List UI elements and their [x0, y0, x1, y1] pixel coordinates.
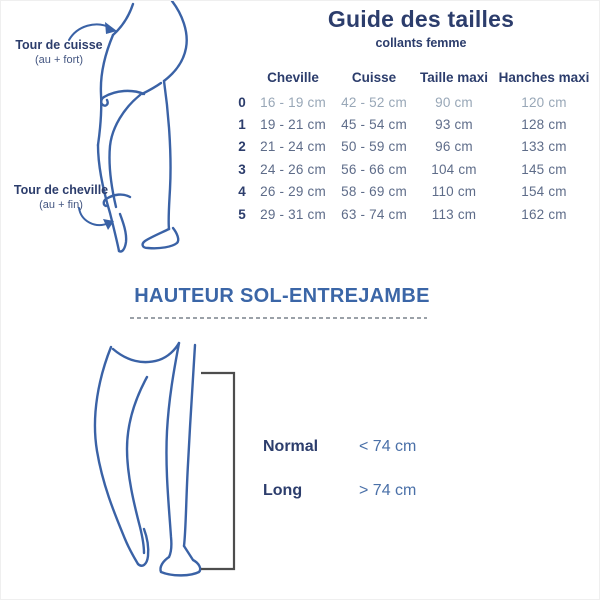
size-number: 2: [238, 139, 246, 155]
height-option-normal-label: Normal: [263, 438, 319, 455]
thigh-measure-sublabel: (au + fort): [35, 54, 83, 67]
cuisse-value: 63 - 74 cm: [341, 206, 407, 222]
size-table: [231, 67, 595, 225]
hanches-value: 133 cm: [521, 139, 567, 155]
size-number: 0: [238, 94, 246, 110]
front-leg-outer: [95, 347, 138, 564]
rear-flat-foot: [160, 546, 200, 575]
cheville-value: 29 - 31 cm: [260, 206, 326, 222]
rear-leg-back-edge: [166, 343, 179, 557]
guide-subtitle: collants femme: [375, 36, 467, 50]
taille-value: 110 cm: [431, 184, 477, 200]
column-header-cuisse: Cuisse: [351, 69, 397, 85]
hanches-value: 145 cm: [521, 161, 567, 177]
thigh-measure-label: Tour de cuisse: [15, 38, 103, 52]
section-title-hauteur: HAUTEUR SOL-ENTREJAMBE: [134, 285, 430, 307]
front-leg-inner: [127, 377, 147, 553]
table-row: [231, 203, 595, 225]
cheville-value: 24 - 26 cm: [260, 161, 326, 177]
cuisse-value: 45 - 54 cm: [341, 117, 407, 133]
cuisse-value: 56 - 66 cm: [341, 161, 407, 177]
taille-value: 113 cm: [431, 206, 477, 222]
taille-value: 96 cm: [435, 139, 473, 155]
cuisse-value: 58 - 69 cm: [341, 184, 407, 200]
size-number: 1: [238, 117, 246, 133]
ankle-measure-annotation: [3, 183, 119, 212]
hanches-value: 154 cm: [521, 184, 567, 200]
ankle-measure-sublabel: (au + fin): [39, 199, 83, 212]
thigh-band-loop: [101, 97, 107, 106]
size-number: 4: [238, 184, 246, 200]
rear-leg-back-edge: [164, 81, 171, 229]
table-row: [231, 136, 595, 158]
cheville-value: 26 - 29 cm: [260, 184, 326, 200]
hanches-value: 120 cm: [521, 94, 567, 110]
legs-height-illustration: [83, 339, 253, 584]
rear-leg-front-edge: [184, 345, 195, 546]
buttock-outline: [164, 1, 187, 81]
height-option-long-value: > 74 cm: [359, 482, 417, 499]
rear-flat-foot: [143, 228, 179, 248]
cheville-value: 16 - 19 cm: [260, 94, 326, 110]
height-bracket: [201, 373, 234, 569]
table-header-row: [231, 67, 595, 87]
table-row: [231, 158, 595, 180]
ankle-measure-label: Tour de cheville: [13, 183, 109, 197]
front-pointed-toe: [119, 214, 126, 252]
size-number: 5: [238, 206, 246, 222]
taille-value: 93 cm: [435, 117, 473, 133]
cheville-value: 19 - 21 cm: [260, 117, 326, 133]
column-header-cheville: Cheville: [267, 69, 319, 85]
dashed-divider: [130, 317, 427, 319]
crotch-line: [142, 83, 161, 94]
crotch-curve: [113, 343, 179, 362]
guide-title: Guide des tailles: [327, 6, 515, 32]
cheville-value: 21 - 24 cm: [260, 139, 326, 155]
taille-value: 90 cm: [435, 94, 473, 110]
taille-value: 104 cm: [431, 161, 477, 177]
table-row: [231, 181, 595, 203]
size-number: 3: [238, 161, 246, 177]
height-option-normal-value: < 74 cm: [359, 438, 417, 455]
table-row: [231, 113, 595, 135]
thigh-measure-annotation: [7, 38, 111, 67]
cuisse-value: 42 - 52 cm: [341, 94, 407, 110]
height-option-long-label: Long: [263, 482, 303, 499]
hanches-value: 128 cm: [521, 117, 567, 133]
column-header-taille-maxi: Taille maxi: [419, 69, 489, 85]
table-row: [231, 91, 595, 113]
cuisse-value: 50 - 59 cm: [341, 139, 407, 155]
column-header-hanches-maxi: Hanches maxi: [498, 69, 590, 85]
hanches-value: 162 cm: [521, 206, 567, 222]
